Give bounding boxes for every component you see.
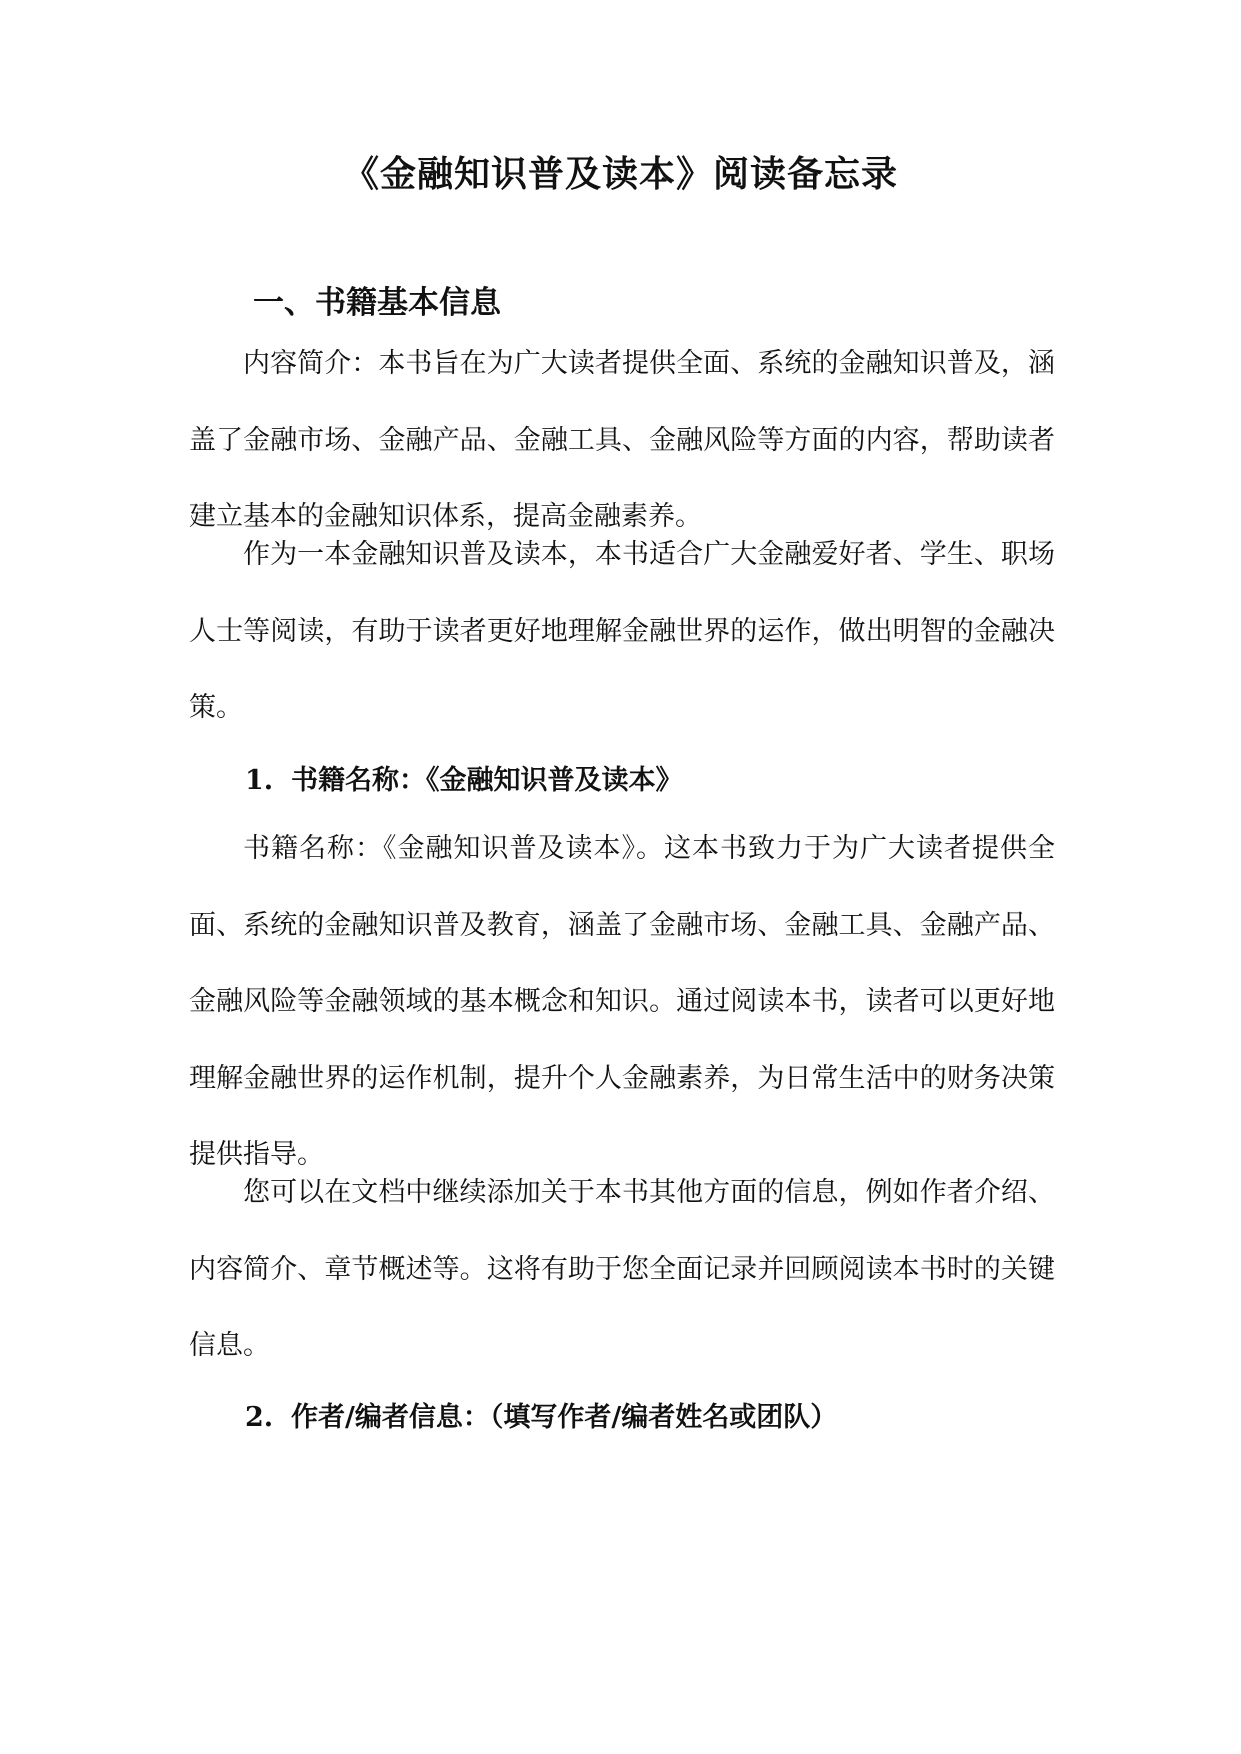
paragraph-content-summary: 内容简介：本书旨在为广大读者提供全面、系统的金融知识普及，涵盖了金融市场、金融产品、金融工具、金融风险等方面的内容，帮助读者建立基本的金融知识体系，提高金融素养。 xyxy=(189,348,1055,532)
item-heading-author-info xyxy=(245,1398,837,1438)
item-number: 2. xyxy=(245,1402,274,1433)
paragraph-audience: 作为一本金融知识普及读本，本书适合广大金融爱好者、学生、职场人士等阅读，有助于读者更好地理解金融世界的运作，做出明智的金融决策。 xyxy=(189,539,1055,723)
item-heading-book-name xyxy=(245,761,683,801)
item-heading-text: 书籍名称：《金融知识普及读本》 xyxy=(291,765,683,796)
item-number: 1. xyxy=(245,765,274,796)
paragraph-add-info-hint: 您可以在文档中继续添加关于本书其他方面的信息，例如作者介绍、内容简介、章节概述等。这将有助于您全面记录并回顾阅读本书时的关键信息。 xyxy=(189,1177,1055,1361)
paragraph-book-name-detail: 书籍名称：《金融知识普及读本》。这本书致力于为广大读者提供全面、系统的金融知识普及教育，涵盖了金融市场、金融工具、金融产品、金融风险等金融领域的基本概念和知识。通过阅读本书，读者可以更好地理解金融世界的运作机制，提升个人金融素养，为日常生活中的财务决策提供指导。 xyxy=(189,833,1055,1170)
section-heading-basic-info: 一、书籍基本信息 xyxy=(253,285,501,321)
item-heading-text: 作者/编者信息：（填写作者/编者姓名或团队） xyxy=(291,1402,838,1433)
document-title: 《金融知识普及读本》阅读备忘录 xyxy=(342,153,898,195)
